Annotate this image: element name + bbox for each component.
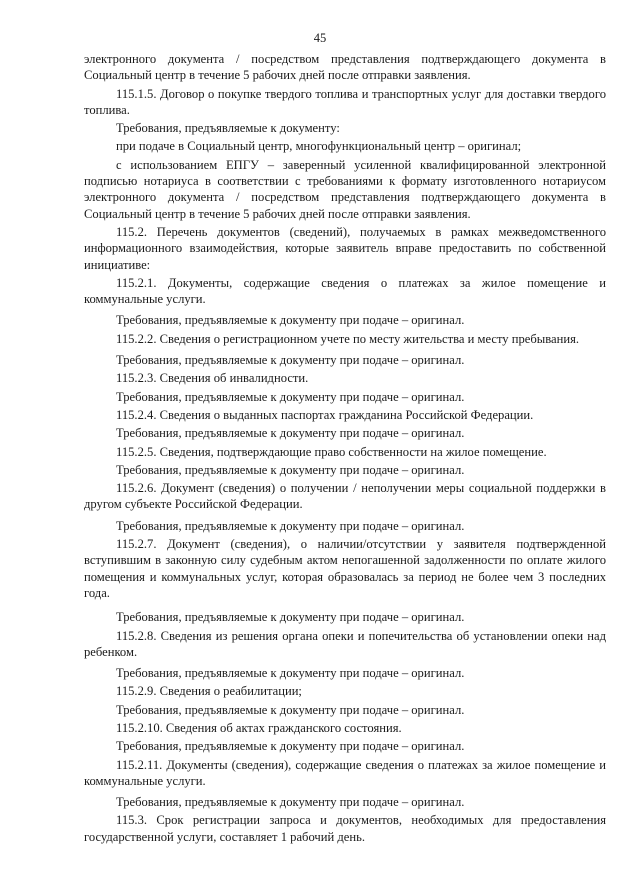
paragraph: 115.2. Перечень документов (сведений), получаемых в рамках межведомственного информационного взаимодействия, которые заявитель вправе предоставить по собственной инициативе: — [84, 224, 606, 272]
paragraph: 115.2.6. Документ (сведения) о получении / неполучении меры социальной поддержки в другом субъекте Российской Федерации. — [84, 481, 606, 512]
paragraph: Требования, предъявляемые к документу при подаче – оригинал. — [116, 389, 465, 404]
paragraph: Требования, предъявляемые к документу при подаче – оригинал. — [116, 313, 465, 328]
paragraph: Требования, предъявляемые к документу при подаче – оригинал. — [116, 462, 465, 477]
paragraph: 115.2.3. Сведения об инвалидности. — [116, 371, 309, 386]
paragraph: 115.1.5. Договор о покупке твердого топлива и транспортных услуг для доставки твердого топлива. — [84, 86, 606, 117]
paragraph: Требования, предъявляемые к документу при подаче – оригинал. — [116, 702, 465, 717]
paragraph: Требования, предъявляемые к документу при подаче – оригинал. — [116, 610, 465, 625]
paragraph: 115.2.8. Сведения из решения органа опеки и попечительства об установлении опеки над ребенком. — [84, 628, 606, 659]
paragraph: Требования, предъявляемые к документу при подаче – оригинал. — [116, 666, 465, 681]
paragraph: Требования, предъявляемые к документу при подаче – оригинал. — [116, 795, 465, 810]
paragraph: 115.2.10. Сведения об актах гражданского состояния. — [116, 720, 402, 735]
paragraph: 115.2.9. Сведения о реабилитации; — [116, 684, 302, 699]
paragraph: 115.2.1. Документы, содержащие сведения о платежах за жилое помещение и коммунальные услуги. — [84, 275, 606, 307]
paragraph: 115.2.7. Документ (сведения), о наличии/отсутствии у заявителя подтвержденной вступившим в законную силу судебным актом непогашенной задолженности по оплате жилого помещения и коммунальных услуг, которая образовалась за период не более чем 3 последних года. — [84, 537, 606, 600]
paragraph: 115.2.4. Сведения о выданных паспортах гражданина Российской Федерации. — [116, 407, 534, 422]
paragraph: с использованием ЕПГУ – заверенный усиленной квалифицированной электронной подписью нотариуса в соответствии с требованиями к формату изготовленного нотариусом электронного документа / посредством представления подтверждающего документа в Социальный центр в течение 5 рабочих дней после отправки заявления. — [84, 157, 606, 221]
paragraph: Требования, предъявляемые к документу при подаче – оригинал. — [116, 518, 465, 533]
page-number: 45 — [313, 31, 327, 45]
paragraph: при подаче в Социальный центр, многофункциональный центр – оригинал; — [116, 139, 522, 154]
paragraph: Требования, предъявляемые к документу: — [116, 121, 340, 136]
paragraph: 115.3. Срок регистрации запроса и документов, необходимых для предоставления государственной услуги, составляет 1 рабочий день. — [84, 813, 606, 844]
paragraph: электронного документа / посредством представления подтверждающего документа в Социальный центр в течение 5 рабочих дней после отправки заявления. — [84, 52, 606, 83]
paragraph: Требования, предъявляемые к документу при подаче – оригинал. — [116, 353, 465, 368]
document-body — [84, 51, 606, 847]
paragraph: 115.2.5. Сведения, подтверждающие право собственности на жилое помещение. — [116, 444, 547, 459]
paragraph: Требования, предъявляемые к документу при подаче – оригинал. — [116, 426, 465, 441]
paragraph: 115.2.2. Сведения о регистрационном учете по месту жительства и месту пребывания. — [116, 331, 580, 346]
paragraph: 115.2.11. Документы (сведения), содержащие сведения о платежах за жилое помещение и коммунальные услуги. — [84, 757, 606, 788]
paragraph: Требования, предъявляемые к документу при подаче – оригинал. — [116, 739, 465, 754]
